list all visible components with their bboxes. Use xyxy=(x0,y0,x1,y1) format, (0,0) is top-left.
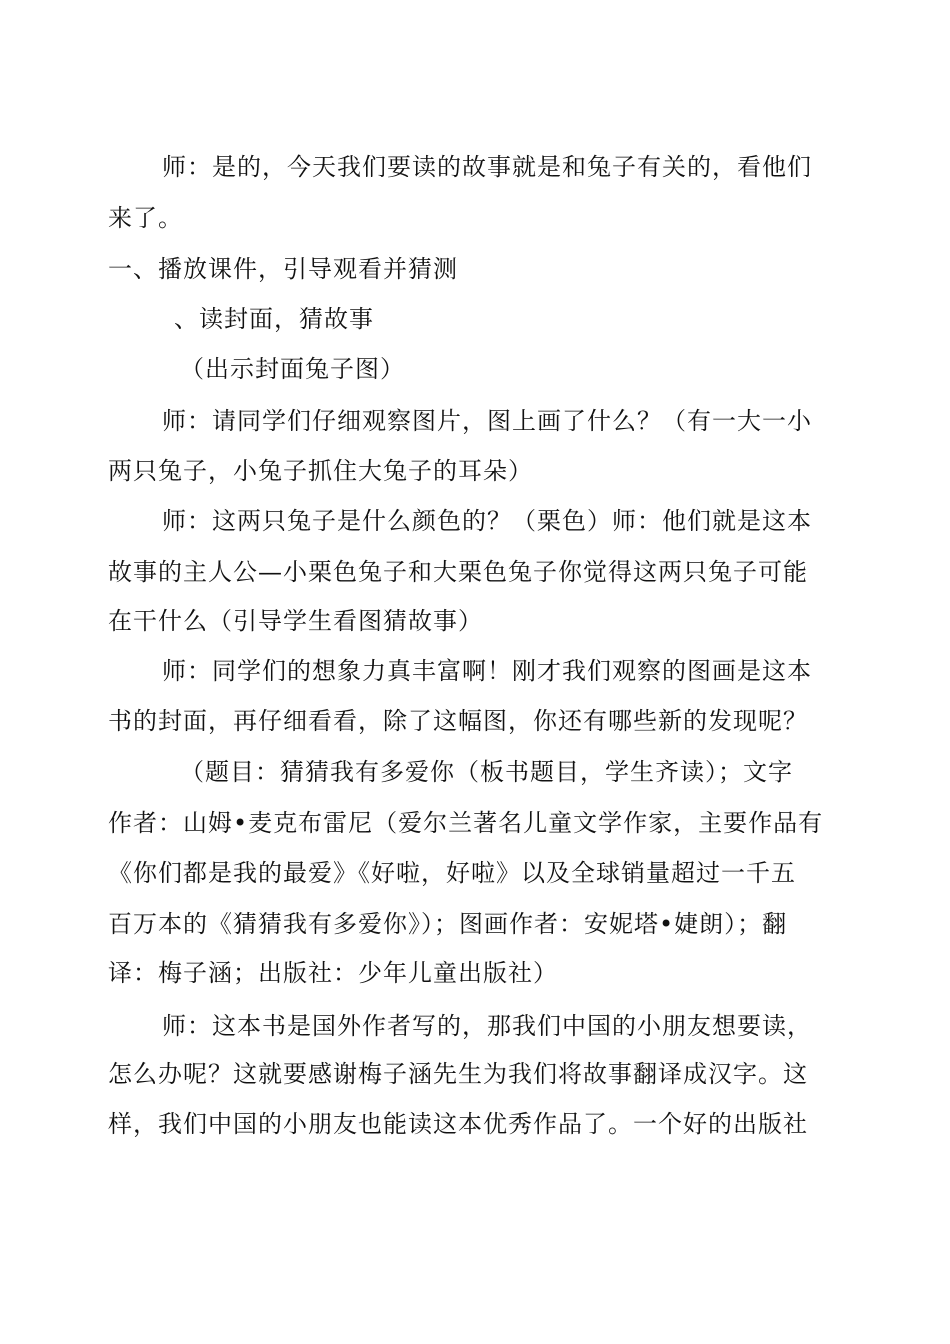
paragraph-line: 百万本的《猜猜我有多爱你》）；图画作者：安妮塔•婕朗）；翻 xyxy=(108,910,788,938)
paragraph-line: 书的封面，再仔细看看，除了这幅图，你还有哪些新的发现呢？ xyxy=(108,707,808,735)
paragraph-line: 样，我们中国的小朋友也能读这本优秀作品了。一个好的出版社 xyxy=(108,1110,808,1138)
paragraph-line: （题目：猜猜我有多爱你（板书题目，学生齐读）；文字 xyxy=(180,758,793,786)
paragraph-line: 译：梅子涵；出版社：少年儿童出版社） xyxy=(108,959,558,987)
paragraph-line: 师：是的，今天我们要读的故事就是和兔子有关的，看他们 xyxy=(162,153,812,181)
paragraph-line: 师：这本书是国外作者写的，那我们中国的小朋友想要读， xyxy=(162,1012,812,1040)
paragraph-line: 师：请同学们仔细观察图片，图上画了什么？（有一大一小 xyxy=(162,407,812,435)
paragraph-line: 故事的主人公—小栗色兔子和大栗色兔子你觉得这两只兔子可能 xyxy=(108,558,808,586)
paragraph-line: 作者：山姆•麦克布雷尼（爱尔兰著名儿童文学作家，主要作品有 xyxy=(108,809,824,837)
paragraph-line: 来了。 xyxy=(108,204,183,232)
paragraph-line: 两只兔子，小兔子抓住大兔子的耳朵） xyxy=(108,457,533,485)
paragraph-line: 怎么办呢？这就要感谢梅子涵先生为我们将故事翻译成汉字。这 xyxy=(108,1060,808,1088)
paragraph-line: 师：这两只兔子是什么颜色的？（栗色）师：他们就是这本 xyxy=(162,507,812,535)
paragraph-line: 在干什么（引导学生看图猜故事） xyxy=(108,607,483,635)
paragraph-line: 师：同学们的想象力真丰富啊！刚才我们观察的图画是这本 xyxy=(162,657,812,685)
paragraph-line: 《你们都是我的最爱》《好啦，好啦》以及全球销量超过一千五 xyxy=(108,859,796,887)
section-heading: 一、播放课件，引导观看并猜测 xyxy=(108,255,458,283)
paragraph-line: （出示封面兔子图） xyxy=(180,355,405,383)
subsection-heading: 、读封面，猜故事 xyxy=(174,305,374,333)
